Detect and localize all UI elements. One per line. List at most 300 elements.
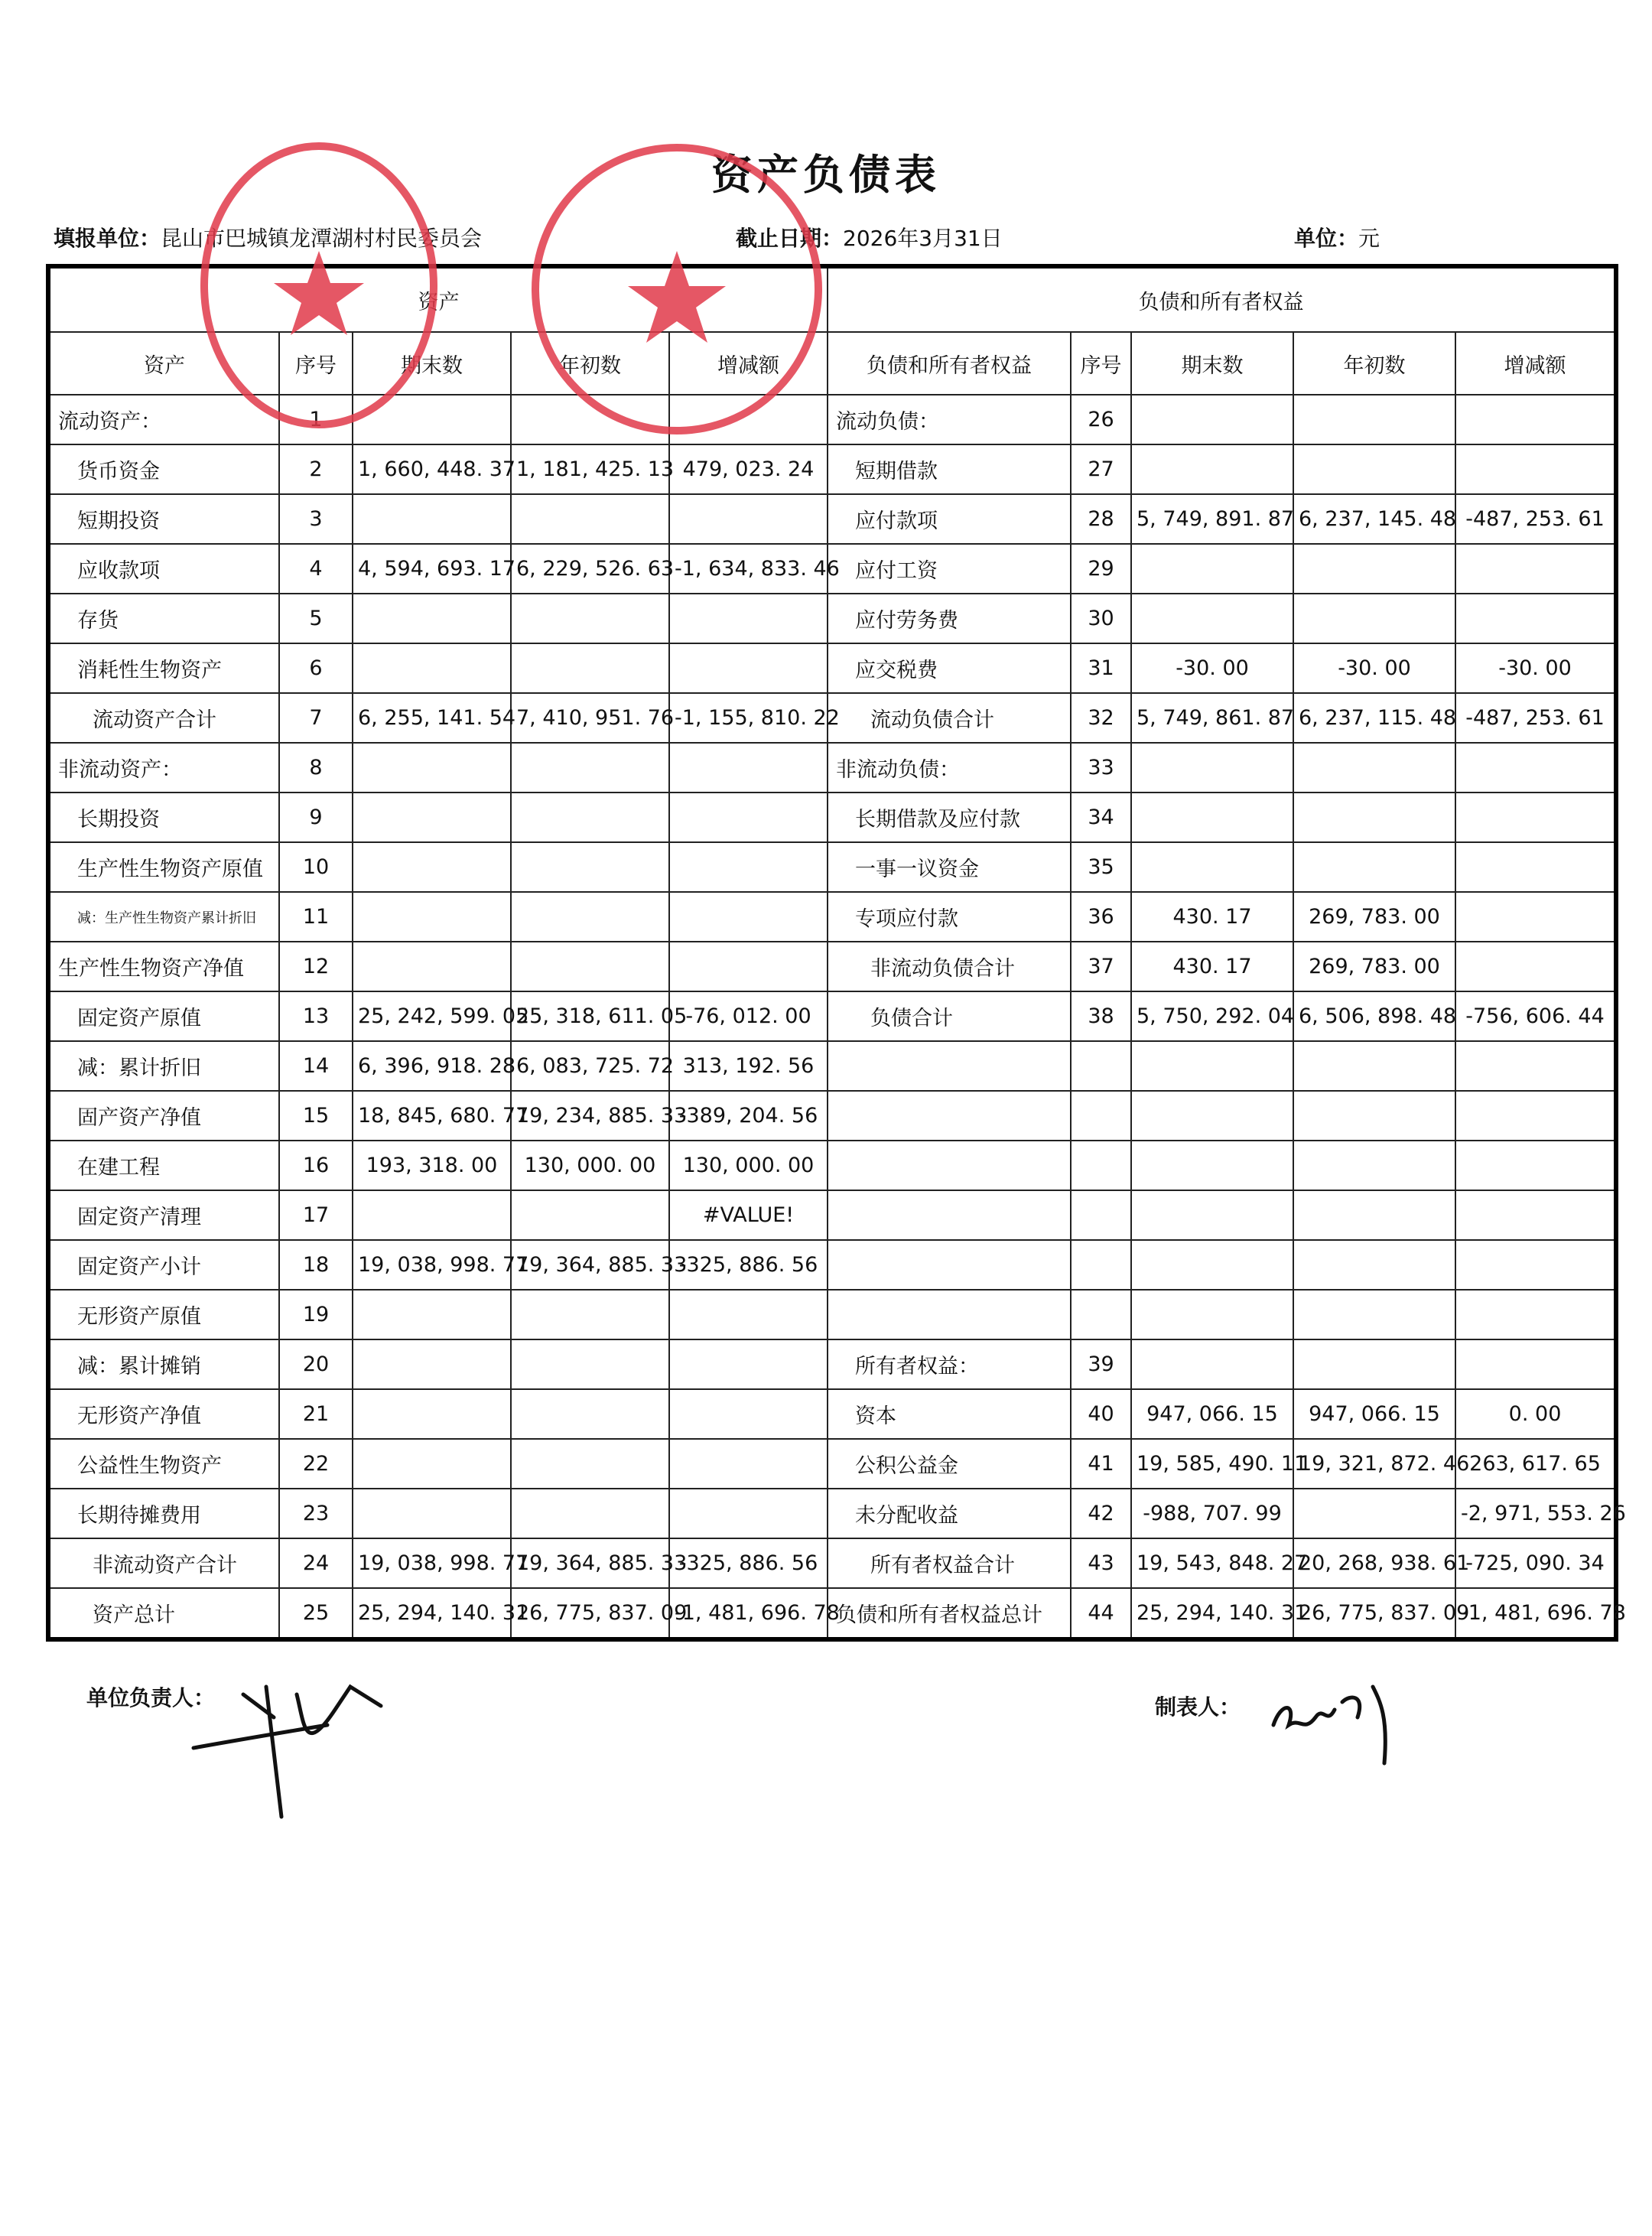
liability-change-value	[1455, 842, 1616, 892]
asset-seq: 10	[279, 842, 353, 892]
asset-seq: 12	[279, 942, 353, 991]
liabilities-group-header: 负债和所有者权益	[828, 266, 1616, 332]
asset-begin-value: 1, 181, 425. 13	[511, 444, 669, 494]
asset-end-value: 25, 294, 140. 31	[353, 1588, 511, 1639]
liability-name: 非流动负债合计	[828, 942, 1071, 991]
asset-name: 固产资产净值	[48, 1091, 279, 1141]
asset-change-value	[669, 892, 828, 942]
asset-begin-value: 7, 410, 951. 76	[511, 693, 669, 743]
asset-end-value	[353, 942, 511, 991]
asset-begin-value	[511, 892, 669, 942]
liability-seq: 41	[1071, 1439, 1131, 1489]
asset-begin-value: 26, 775, 837. 09	[511, 1588, 669, 1639]
liability-begin-value	[1293, 1091, 1455, 1141]
preparer-signature	[1258, 1671, 1411, 1775]
liability-begin-value: 6, 237, 115. 48	[1293, 693, 1455, 743]
asset-change-value: -1, 634, 833. 46	[669, 544, 828, 594]
asset-end-value: 193, 318. 00	[353, 1141, 511, 1190]
liability-begin-value	[1293, 842, 1455, 892]
asset-change-value: -325, 886. 56	[669, 1538, 828, 1588]
liability-change-value: -756, 606. 44	[1455, 991, 1616, 1041]
reporting-unit-value: 昆山市巴城镇龙潭湖村村民委员会	[161, 226, 483, 251]
liability-change-value	[1455, 544, 1616, 594]
asset-change-value	[669, 1290, 828, 1339]
asset-begin-value	[511, 743, 669, 793]
liability-end-value: 430. 17	[1131, 942, 1293, 991]
asset-change-value	[669, 1489, 828, 1538]
liability-name: 应付工资	[828, 544, 1071, 594]
table-row	[48, 1439, 1616, 1489]
liability-begin-value	[1293, 444, 1455, 494]
liability-end-value	[1131, 544, 1293, 594]
asset-seq: 20	[279, 1339, 353, 1389]
table-row	[48, 643, 1616, 693]
col-header-end-right: 期末数	[1131, 332, 1293, 395]
reporting-unit-label: 填报单位：	[54, 226, 161, 251]
liability-end-value	[1131, 743, 1293, 793]
liability-seq: 38	[1071, 991, 1131, 1041]
liability-begin-value: 6, 237, 145. 48	[1293, 494, 1455, 544]
liability-seq	[1071, 1290, 1131, 1339]
liability-end-value	[1131, 395, 1293, 444]
liability-change-value	[1455, 892, 1616, 942]
asset-begin-value: 130, 000. 00	[511, 1141, 669, 1190]
table-row	[48, 395, 1616, 444]
asset-name: 无形资产原值	[48, 1290, 279, 1339]
asset-name: 生产性生物资产净值	[48, 942, 279, 991]
asset-change-value: -1, 155, 810. 22	[669, 693, 828, 743]
asset-end-value	[353, 743, 511, 793]
liability-end-value	[1131, 1240, 1293, 1290]
liability-name	[828, 1041, 1071, 1091]
balance-sheet-table	[46, 264, 1626, 1642]
liability-name: 应交税费	[828, 643, 1071, 693]
asset-change-value	[669, 643, 828, 693]
asset-end-value: 19, 038, 998. 77	[353, 1240, 511, 1290]
liability-seq: 34	[1071, 793, 1131, 842]
col-header-liability: 负债和所有者权益	[828, 332, 1071, 395]
liability-end-value	[1131, 1190, 1293, 1240]
asset-begin-value	[511, 594, 669, 643]
page-title: 资产负债表	[711, 151, 941, 199]
asset-end-value	[353, 1190, 511, 1240]
asset-name: 长期待摊费用	[48, 1489, 279, 1538]
liability-begin-value: -30. 00	[1293, 643, 1455, 693]
table-row	[48, 1141, 1616, 1190]
asset-name: 流动资产：	[48, 395, 279, 444]
preparer-label: 制表人：	[1155, 1694, 1241, 1720]
table-row	[48, 1489, 1616, 1538]
table-row	[48, 991, 1616, 1041]
asset-seq: 22	[279, 1439, 353, 1489]
liability-end-value: 19, 543, 848. 27	[1131, 1538, 1293, 1588]
col-header-change-left: 增减额	[669, 332, 828, 395]
liability-change-value: -487, 253. 61	[1455, 494, 1616, 544]
liability-name	[828, 1290, 1071, 1339]
col-header-asset: 资产	[48, 332, 279, 395]
table-row	[48, 1041, 1616, 1091]
asset-change-value: 313, 192. 56	[669, 1041, 828, 1091]
asset-name: 在建工程	[48, 1141, 279, 1190]
table-row	[48, 743, 1616, 793]
liability-end-value: 19, 585, 490. 11	[1131, 1439, 1293, 1489]
liability-end-value: 947, 066. 15	[1131, 1389, 1293, 1439]
asset-begin-value	[511, 842, 669, 892]
liability-change-value: -1, 481, 696. 78	[1455, 1588, 1616, 1639]
liability-begin-value	[1293, 1339, 1455, 1389]
liability-change-value	[1455, 1240, 1616, 1290]
asset-seq: 15	[279, 1091, 353, 1141]
table-row	[48, 544, 1616, 594]
asset-end-value	[353, 842, 511, 892]
liability-begin-value: 19, 321, 872. 46	[1293, 1439, 1455, 1489]
asset-begin-value: 19, 234, 885. 33	[511, 1091, 669, 1141]
liability-begin-value	[1293, 1141, 1455, 1190]
asset-end-value	[353, 643, 511, 693]
responsible-person-label: 单位负责人：	[86, 1685, 216, 1710]
asset-change-value: -76, 012. 00	[669, 991, 828, 1041]
asset-end-value	[353, 1389, 511, 1439]
liability-name: 所有者权益合计	[828, 1538, 1071, 1588]
asset-begin-value: 19, 364, 885. 33	[511, 1240, 669, 1290]
liability-name: 一事一议资金	[828, 842, 1071, 892]
liability-change-value	[1455, 793, 1616, 842]
liability-name	[828, 1190, 1071, 1240]
asset-change-value	[669, 793, 828, 842]
liability-seq: 42	[1071, 1489, 1131, 1538]
liability-begin-value: 20, 268, 938. 61	[1293, 1538, 1455, 1588]
cutoff-date	[736, 222, 1003, 252]
asset-begin-value	[511, 395, 669, 444]
liability-name: 负债合计	[828, 991, 1071, 1041]
col-header-end-left: 期末数	[353, 332, 511, 395]
table-row	[48, 1290, 1616, 1339]
currency-unit-value: 元	[1358, 226, 1380, 251]
asset-end-value	[353, 1339, 511, 1389]
liability-end-value	[1131, 1290, 1293, 1339]
liability-name: 资本	[828, 1389, 1071, 1439]
asset-name: 消耗性生物资产	[48, 643, 279, 693]
asset-seq: 7	[279, 693, 353, 743]
liability-name: 短期借款	[828, 444, 1071, 494]
asset-end-value	[353, 892, 511, 942]
liability-seq: 29	[1071, 544, 1131, 594]
asset-name: 流动资产合计	[48, 693, 279, 743]
liability-end-value	[1131, 1091, 1293, 1141]
liability-end-value: -988, 707. 99	[1131, 1489, 1293, 1538]
currency-unit	[1294, 222, 1380, 252]
asset-change-value: 130, 000. 00	[669, 1141, 828, 1190]
liability-name: 所有者权益：	[828, 1339, 1071, 1389]
asset-change-value	[669, 1339, 828, 1389]
asset-end-value: 18, 845, 680. 77	[353, 1091, 511, 1141]
asset-name: 减：累计折旧	[48, 1041, 279, 1091]
asset-seq: 18	[279, 1240, 353, 1290]
liability-change-value	[1455, 1190, 1616, 1240]
liability-seq	[1071, 1041, 1131, 1091]
liability-begin-value	[1293, 1489, 1455, 1538]
asset-end-value	[353, 1290, 511, 1339]
liability-seq: 40	[1071, 1389, 1131, 1439]
asset-end-value: 4, 594, 693. 17	[353, 544, 511, 594]
asset-begin-value	[511, 643, 669, 693]
asset-name: 货币资金	[48, 444, 279, 494]
asset-change-value	[669, 1439, 828, 1489]
asset-end-value	[353, 395, 511, 444]
liability-begin-value	[1293, 1240, 1455, 1290]
liability-seq: 44	[1071, 1588, 1131, 1639]
asset-seq: 9	[279, 793, 353, 842]
asset-change-value	[669, 1389, 828, 1439]
liability-name	[828, 1091, 1071, 1141]
liability-end-value: 430. 17	[1131, 892, 1293, 942]
asset-name: 短期投资	[48, 494, 279, 544]
asset-seq: 11	[279, 892, 353, 942]
table-row	[48, 1190, 1616, 1240]
asset-end-value: 1, 660, 448. 37	[353, 444, 511, 494]
asset-begin-value: 19, 364, 885. 33	[511, 1538, 669, 1588]
asset-end-value: 6, 255, 141. 54	[353, 693, 511, 743]
liability-change-value: 0. 00	[1455, 1389, 1616, 1439]
liability-change-value	[1455, 594, 1616, 643]
liability-name: 专项应付款	[828, 892, 1071, 942]
liability-begin-value: 269, 783. 00	[1293, 942, 1455, 991]
liability-seq: 30	[1071, 594, 1131, 643]
asset-seq: 8	[279, 743, 353, 793]
asset-begin-value	[511, 494, 669, 544]
liability-change-value	[1455, 743, 1616, 793]
liability-begin-value: 947, 066. 15	[1293, 1389, 1455, 1439]
liability-end-value	[1131, 594, 1293, 643]
liability-name	[828, 1240, 1071, 1290]
liability-name: 流动负债：	[828, 395, 1071, 444]
liability-seq: 32	[1071, 693, 1131, 743]
asset-seq: 23	[279, 1489, 353, 1538]
liability-name	[828, 1141, 1071, 1190]
asset-end-value: 19, 038, 998. 77	[353, 1538, 511, 1588]
asset-seq: 5	[279, 594, 353, 643]
col-header-begin-right: 年初数	[1293, 332, 1455, 395]
asset-end-value	[353, 1439, 511, 1489]
reporting-unit	[54, 222, 482, 252]
asset-begin-value: 25, 318, 611. 05	[511, 991, 669, 1041]
responsible-signature	[190, 1664, 434, 1832]
asset-begin-value	[511, 1290, 669, 1339]
liability-name: 长期借款及应付款	[828, 793, 1071, 842]
asset-seq: 2	[279, 444, 353, 494]
liability-change-value	[1455, 1091, 1616, 1141]
asset-end-value: 6, 396, 918. 28	[353, 1041, 511, 1091]
liability-change-value	[1455, 1339, 1616, 1389]
liability-change-value: -30. 00	[1455, 643, 1616, 693]
asset-change-value	[669, 494, 828, 544]
liability-change-value	[1455, 1041, 1616, 1091]
asset-seq: 13	[279, 991, 353, 1041]
liability-end-value	[1131, 1141, 1293, 1190]
liability-end-value: 25, 294, 140. 31	[1131, 1588, 1293, 1639]
asset-name: 减：生产性生物资产累计折旧	[48, 892, 279, 942]
assets-group-header: 资产	[48, 266, 828, 332]
asset-begin-value: 6, 229, 526. 63	[511, 544, 669, 594]
asset-end-value	[353, 1489, 511, 1538]
table-row	[48, 1240, 1616, 1290]
liability-end-value	[1131, 1041, 1293, 1091]
asset-seq: 4	[279, 544, 353, 594]
asset-change-value: #VALUE!	[669, 1190, 828, 1240]
asset-change-value	[669, 743, 828, 793]
asset-seq: 16	[279, 1141, 353, 1190]
table-row	[48, 1091, 1616, 1141]
asset-end-value	[353, 494, 511, 544]
liability-change-value	[1455, 444, 1616, 494]
liability-begin-value: 269, 783. 00	[1293, 892, 1455, 942]
liability-begin-value	[1293, 1290, 1455, 1339]
cutoff-date-label: 截止日期：	[736, 226, 844, 251]
asset-seq: 1	[279, 395, 353, 444]
liability-begin-value	[1293, 395, 1455, 444]
asset-change-value	[669, 842, 828, 892]
liability-end-value: 5, 750, 292. 04	[1131, 991, 1293, 1041]
liability-name: 流动负债合计	[828, 693, 1071, 743]
asset-change-value: -1, 481, 696. 78	[669, 1588, 828, 1639]
table-row	[48, 1588, 1616, 1639]
asset-name: 应收款项	[48, 544, 279, 594]
asset-end-value	[353, 793, 511, 842]
table-row	[48, 1339, 1616, 1389]
liability-begin-value	[1293, 1041, 1455, 1091]
asset-seq: 17	[279, 1190, 353, 1240]
liability-begin-value: 6, 506, 898. 48	[1293, 991, 1455, 1041]
liability-begin-value	[1293, 1190, 1455, 1240]
asset-begin-value	[511, 1489, 669, 1538]
asset-change-value: 479, 023. 24	[669, 444, 828, 494]
liability-change-value	[1455, 1141, 1616, 1190]
asset-change-value: -325, 886. 56	[669, 1240, 828, 1290]
asset-name: 非流动资产：	[48, 743, 279, 793]
liability-name: 应付劳务费	[828, 594, 1071, 643]
col-header-seq-left: 序号	[279, 332, 353, 395]
liability-seq: 26	[1071, 395, 1131, 444]
col-header-change-right: 增减额	[1455, 332, 1616, 395]
cutoff-date-value: 2026年3月31日	[843, 226, 1003, 251]
asset-end-value: 25, 242, 599. 05	[353, 991, 511, 1041]
asset-name: 无形资产净值	[48, 1389, 279, 1439]
table-body	[48, 266, 1626, 1639]
asset-begin-value	[511, 942, 669, 991]
asset-name: 公益性生物资产	[48, 1439, 279, 1489]
liability-name: 负债和所有者权益总计	[828, 1588, 1071, 1639]
liability-change-value: -725, 090. 34	[1455, 1538, 1616, 1588]
liability-seq: 35	[1071, 842, 1131, 892]
liability-end-value: -30. 00	[1131, 643, 1293, 693]
asset-name: 生产性生物资产原值	[48, 842, 279, 892]
table-row	[48, 793, 1616, 842]
table-row	[48, 942, 1616, 991]
asset-name: 固定资产原值	[48, 991, 279, 1041]
asset-seq: 19	[279, 1290, 353, 1339]
liability-end-value: 5, 749, 861. 87	[1131, 693, 1293, 743]
liability-begin-value	[1293, 793, 1455, 842]
col-header-begin-left: 年初数	[511, 332, 669, 395]
asset-begin-value: 6, 083, 725. 72	[511, 1041, 669, 1091]
asset-begin-value	[511, 1190, 669, 1240]
table-row	[48, 693, 1616, 743]
liability-end-value	[1131, 842, 1293, 892]
liability-seq: 43	[1071, 1538, 1131, 1588]
group-header-row	[48, 266, 1616, 332]
liability-change-value: -487, 253. 61	[1455, 693, 1616, 743]
liability-end-value	[1131, 444, 1293, 494]
asset-begin-value	[511, 1339, 669, 1389]
table-row	[48, 1389, 1616, 1439]
table-row	[48, 494, 1616, 544]
liability-seq	[1071, 1091, 1131, 1141]
liability-change-value	[1455, 1290, 1616, 1339]
asset-change-value: -389, 204. 56	[669, 1091, 828, 1141]
asset-seq: 21	[279, 1389, 353, 1439]
liability-name: 非流动负债：	[828, 743, 1071, 793]
liability-seq: 36	[1071, 892, 1131, 942]
col-header-seq-right: 序号	[1071, 332, 1131, 395]
asset-change-value	[669, 594, 828, 643]
liability-change-value	[1455, 395, 1616, 444]
liability-begin-value	[1293, 544, 1455, 594]
column-header-row	[48, 332, 1616, 395]
liability-seq: 33	[1071, 743, 1131, 793]
asset-name: 资产总计	[48, 1588, 279, 1639]
asset-name: 非流动资产合计	[48, 1538, 279, 1588]
asset-end-value	[353, 594, 511, 643]
liability-seq: 27	[1071, 444, 1131, 494]
asset-seq: 14	[279, 1041, 353, 1091]
currency-unit-label: 单位：	[1294, 226, 1359, 251]
asset-seq: 24	[279, 1538, 353, 1588]
liability-begin-value	[1293, 743, 1455, 793]
table-row	[48, 444, 1616, 494]
liability-end-value	[1131, 1339, 1293, 1389]
liability-begin-value: 26, 775, 837. 09	[1293, 1588, 1455, 1639]
liability-seq: 39	[1071, 1339, 1131, 1389]
asset-change-value	[669, 942, 828, 991]
liability-name: 应付款项	[828, 494, 1071, 544]
asset-change-value	[669, 395, 828, 444]
table-row	[48, 842, 1616, 892]
liability-name: 公积公益金	[828, 1439, 1071, 1489]
liability-seq	[1071, 1141, 1131, 1190]
table-row	[48, 1538, 1616, 1588]
asset-seq: 25	[279, 1588, 353, 1639]
liability-seq: 31	[1071, 643, 1131, 693]
asset-name: 长期投资	[48, 793, 279, 842]
asset-begin-value	[511, 793, 669, 842]
asset-seq: 6	[279, 643, 353, 693]
liability-seq	[1071, 1240, 1131, 1290]
liability-end-value: 5, 749, 891. 87	[1131, 494, 1293, 544]
liability-change-value: -2, 971, 553. 26	[1455, 1489, 1616, 1538]
liability-end-value	[1131, 793, 1293, 842]
liability-name: 未分配收益	[828, 1489, 1071, 1538]
asset-name: 固定资产清理	[48, 1190, 279, 1240]
liability-seq: 28	[1071, 494, 1131, 544]
liability-seq: 37	[1071, 942, 1131, 991]
asset-begin-value	[511, 1389, 669, 1439]
asset-begin-value	[511, 1439, 669, 1489]
liability-seq	[1071, 1190, 1131, 1240]
table-row	[48, 892, 1616, 942]
asset-name: 存货	[48, 594, 279, 643]
asset-seq: 3	[279, 494, 353, 544]
asset-name: 减：累计摊销	[48, 1339, 279, 1389]
